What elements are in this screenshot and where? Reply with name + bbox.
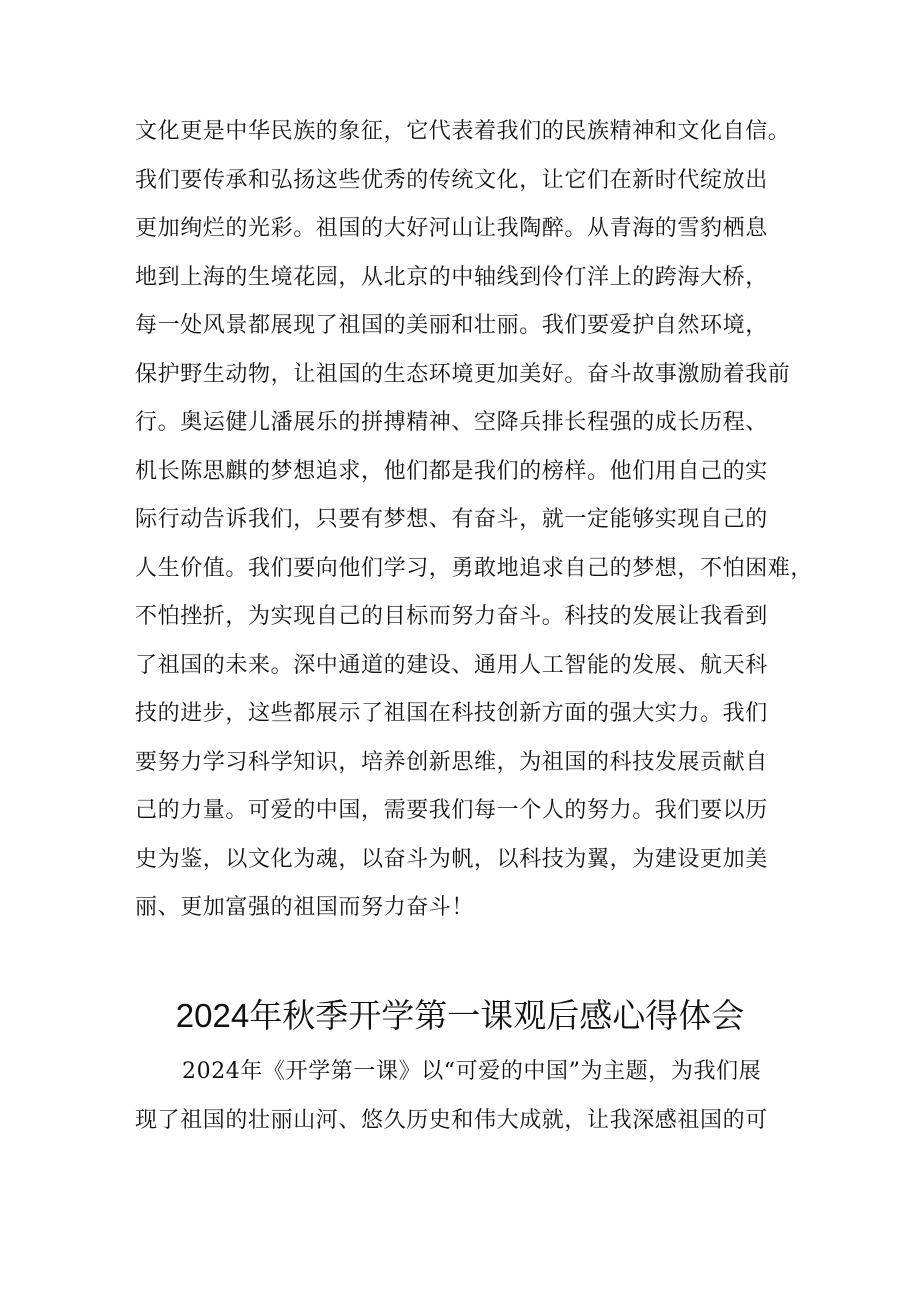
paragraph-line: 史为鉴，以文化为魂，以奋斗为帆，以科技为翼，为建设更加美 xyxy=(135,846,768,872)
paragraph-line: 行。奥运健儿潘展乐的拼搏精神、空降兵排长程强的成长历程、 xyxy=(135,410,768,435)
paragraph-line: 己的力量。可爱的中国，需要我们每一个人的努力。我们要以历 xyxy=(135,798,768,823)
paragraph-line: 地到上海的生境花园，从北京的中轴线到伶仃洋上的跨海大桥， xyxy=(135,264,768,290)
paragraph-line: 2024年《开学第一课》以“可爱的中国”为主题，为我们展 xyxy=(182,1059,762,1084)
document-heading: 2024年秋季开学第一课观后感心得体会 xyxy=(175,997,745,1034)
paragraph-line: 际行动告诉我们，只要有梦想、有奋斗，就一定能够实现自己的 xyxy=(135,507,768,532)
paragraph-2 xyxy=(135,1048,805,1145)
paragraph-line: 现了祖国的壮丽山河、悠久历史和伟大成就，让我深感祖国的可 xyxy=(135,1107,768,1133)
paragraph-line: 不怕挫折，为实现自己的目标而努力奋斗。科技的发展让我看到 xyxy=(135,604,768,629)
paragraph-line: 保护野生动物，让祖国的生态环境更加美好。奋斗故事激励着我前 xyxy=(135,361,791,387)
paragraph-line: 机长陈思麒的梦想追求，他们都是我们的榜样。他们用自己的实 xyxy=(135,458,768,484)
paragraph-line: 丽、更加富强的祖国而努力奋斗！ xyxy=(135,895,475,920)
paragraph-line: 每一处风景都展现了祖国的美丽和壮丽。我们要爱护自然环境， xyxy=(135,313,768,338)
paragraph-line: 我们要传承和弘扬这些优秀的传统文化，让它们在新时代绽放出 xyxy=(135,167,768,193)
paragraph-line: 更加绚烂的光彩。祖国的大好河山让我陶醉。从青海的雪豹栖息 xyxy=(135,216,768,241)
paragraph-line: 文化更是中华民族的象征，它代表着我们的民族精神和文化自信。 xyxy=(135,119,791,144)
paragraph-line: 了祖国的未来。深中通道的建设、通用人工智能的发展、航天科 xyxy=(135,652,768,678)
paragraph-line: 人生价值。我们要向他们学习，勇敢地追求自己的梦想，不怕困难， xyxy=(135,555,814,581)
paragraph-line: 技的进步，这些都展示了祖国在科技创新方面的强大实力。我们 xyxy=(135,701,768,726)
paragraph-1 xyxy=(135,108,814,933)
paragraph-line: 要努力学习科学知识，培养创新思维，为祖国的科技发展贡献自 xyxy=(135,749,768,775)
